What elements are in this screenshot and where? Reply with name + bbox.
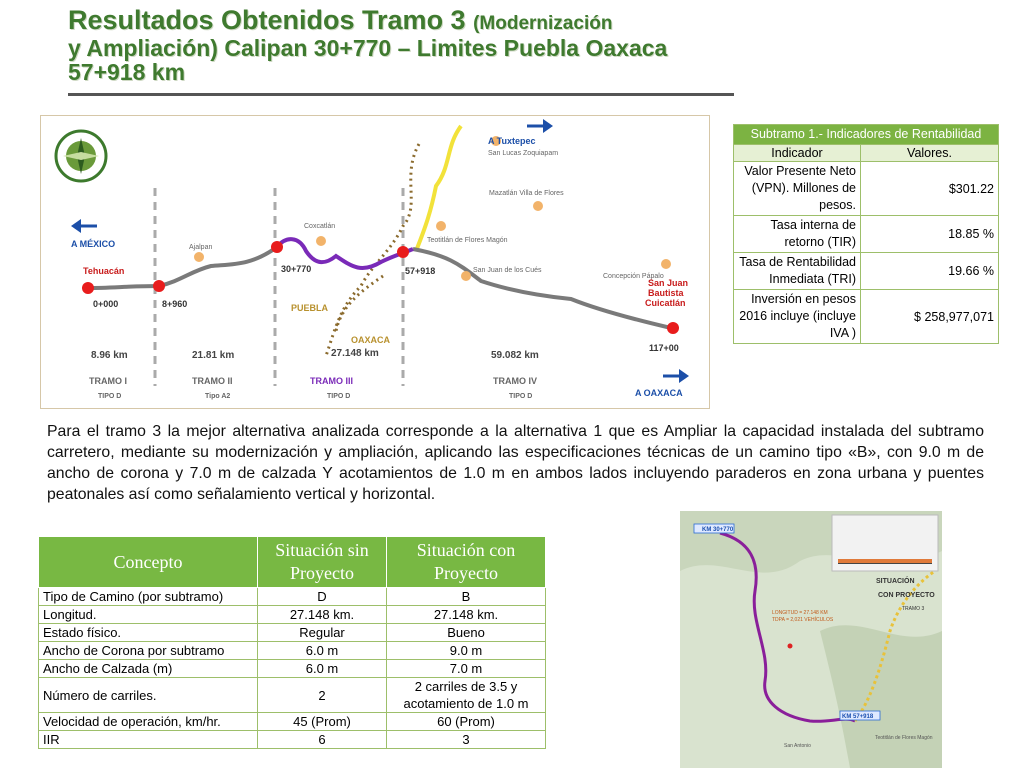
- table-row: [734, 162, 999, 216]
- indicator-label: Valor Presente Neto (VPN). Millones de pesos.: [734, 162, 861, 216]
- row-con: 9.0 m: [387, 642, 546, 660]
- indicator-label: Inversión en pesos 2016 incluye (incluye IVA ): [734, 290, 861, 344]
- tramo-1: TRAMO I: [89, 376, 127, 386]
- description-paragraph: Para el tramo 3 la mejor alternativa analizada corresponde a la alternativa 1 que es Ampliar la capacidad instalada del subtramo carretero, mediante su modernización y ampliación, aplicando las especificaciones técnicas de un camino tipo «B», con 9.0 m de ancho de corona y 7.0 m de calzada Y acotamientos de 1.0 m en ambos lados incluyendo paraderos en zona urbana y puentes peatonales así como señalamiento vertical y horizontal.: [47, 423, 984, 503]
- photo-con-proyecto: CON PROYECTO: [878, 592, 935, 599]
- photo-tdpa: TDPA = 2,021 VEHÍCULOS: [772, 617, 834, 623]
- row-label: Velocidad de operación, km/hr.: [39, 713, 258, 731]
- town-cuicatlan-3: Cuicatlán: [645, 298, 686, 308]
- row-label: Ancho de Corona por subtramo: [39, 642, 258, 660]
- col-con-proyecto: Situación con Proyecto: [387, 537, 546, 588]
- terrain-map-svg: [680, 511, 942, 768]
- town-san-juan-cues: San Juan de los Cués: [473, 267, 542, 274]
- label-to-mexico: A MÉXICO: [71, 239, 116, 249]
- state-border-2: [336, 276, 383, 331]
- length-3: 27.148 km: [331, 348, 379, 359]
- col-values: Valores.: [861, 145, 999, 162]
- row-sin: 6.0 m: [258, 660, 387, 678]
- table-row: [734, 216, 999, 253]
- table-row: [39, 642, 546, 660]
- label-to-tuxtepec: A Tuxtepec: [488, 136, 536, 146]
- table-row: [39, 678, 546, 713]
- col-indicator: Indicador: [734, 145, 861, 162]
- terrain-map-image: [680, 511, 942, 768]
- row-sin: Regular: [258, 624, 387, 642]
- title-underline: [68, 93, 734, 96]
- label-to-oaxaca: A OAXACA: [635, 388, 683, 398]
- page-title: [68, 5, 768, 85]
- row-label: Estado físico.: [39, 624, 258, 642]
- tramo-3: TRAMO III: [310, 376, 353, 386]
- tipo-1: TIPO D: [98, 393, 122, 400]
- town-cuicatlan-2: Bautista: [648, 288, 684, 298]
- row-con: 27.148 km.: [387, 606, 546, 624]
- table-row: [39, 624, 546, 642]
- table-row: [39, 731, 546, 749]
- indicators-header: Subtramo 1.- Indicadores de Rentabilidad: [734, 125, 999, 145]
- km-2: 30+770: [281, 264, 312, 274]
- title-paren: (Modernización: [473, 13, 613, 34]
- table-row: [734, 290, 999, 344]
- row-con: 7.0 m: [387, 660, 546, 678]
- table-row: [39, 660, 546, 678]
- indicator-value: 19.66 %: [861, 253, 999, 290]
- town-mazatlan: Mazatlán Villa de Flores: [489, 190, 564, 197]
- comparison-table: [38, 536, 546, 749]
- row-sin: D: [258, 588, 387, 606]
- tipo-4: TIPO D: [509, 393, 533, 400]
- town-tehuacan: Tehuacán: [83, 266, 125, 276]
- arrow-right-oaxaca-icon: [663, 369, 689, 383]
- photo-teotitlan: Teotitlán de Flores Magón: [875, 735, 933, 741]
- row-sin: 27.148 km.: [258, 606, 387, 624]
- km-markers: [82, 241, 679, 334]
- km-3: 57+918: [405, 266, 436, 276]
- photo-km-start: KM 30+770: [702, 527, 734, 533]
- km-0: 0+000: [93, 299, 119, 309]
- tipo-3: TIPO D: [327, 393, 351, 400]
- photo-km-end: KM 57+918: [842, 714, 874, 720]
- row-label: Longitud.: [39, 606, 258, 624]
- compass-icon: [56, 131, 106, 181]
- indicator-value: 18.85 %: [861, 216, 999, 253]
- title-line2: y Ampliación) Calipan 30+770 – Limites Puebla Oaxaca: [68, 35, 668, 61]
- length-2: 21.81 km: [192, 350, 235, 361]
- town-cuicatlan-1: San Juan: [648, 278, 689, 288]
- km-1: 8+960: [162, 299, 188, 309]
- arrow-right-tuxtepec-icon: [527, 119, 553, 133]
- row-sin: 6.0 m: [258, 642, 387, 660]
- length-1: 8.96 km: [91, 350, 128, 361]
- road-tuxtepec: [416, 126, 461, 251]
- row-sin: 45 (Prom): [258, 713, 387, 731]
- table-row: [39, 588, 546, 606]
- row-label: Ancho de Calzada (m): [39, 660, 258, 678]
- photo-tramo: TRAMO 3: [902, 606, 925, 612]
- table-row: [734, 253, 999, 290]
- tipo-2: Tipo A2: [205, 393, 231, 400]
- indicators-table: [733, 124, 999, 344]
- town-concepcion: Concepción Pápalo: [603, 273, 664, 280]
- table-row: [39, 713, 546, 731]
- route-map-svg: [41, 116, 709, 408]
- indicator-label: Tasa interna de retorno (TIR): [734, 216, 861, 253]
- row-label: Tipo de Camino (por subtramo): [39, 588, 258, 606]
- photo-longitud: LONGITUD = 27.148 KM: [772, 610, 828, 616]
- photo-situacion: SITUACIÓN: [876, 578, 915, 585]
- tramo-4: TRAMO IV: [493, 376, 537, 386]
- col-concepto: Concepto: [39, 537, 258, 588]
- length-4: 59.082 km: [491, 350, 539, 361]
- row-con: Bueno: [387, 624, 546, 642]
- title-main: Resultados Obtenidos Tramo 3: [68, 5, 466, 35]
- km-4: 117+00: [649, 343, 679, 353]
- row-con: 60 (Prom): [387, 713, 546, 731]
- indicator-value: $ 258,977,071: [861, 290, 999, 344]
- row-sin: 6: [258, 731, 387, 749]
- title-line3: 57+918 km: [68, 59, 186, 85]
- row-con: 2 carriles de 3.5 y acotamiento de 1.0 m: [387, 678, 546, 713]
- row-label: Número de carriles.: [39, 678, 258, 713]
- arrow-left-icon: [71, 219, 97, 233]
- row-label: IIR: [39, 731, 258, 749]
- row-con: 3: [387, 731, 546, 749]
- state-oaxaca: OAXACA: [351, 335, 391, 345]
- indicator-label: Tasa de Rentabilidad Inmediata (TRI): [734, 253, 861, 290]
- state-puebla: PUEBLA: [291, 303, 329, 313]
- tramo-2: TRAMO II: [192, 376, 233, 386]
- row-con: B: [387, 588, 546, 606]
- table-row: [39, 606, 546, 624]
- row-sin: 2: [258, 678, 387, 713]
- indicator-value: $301.22: [861, 162, 999, 216]
- road-tramo-4: [413, 249, 671, 328]
- town-san-lucas: San Lucas Zoquiapam: [488, 150, 559, 157]
- town-ajalpan: Ajalpan: [189, 244, 213, 251]
- route-map: [40, 115, 710, 409]
- town-teotitlan: Teotitlán de Flores Magón: [427, 237, 508, 244]
- col-sin-proyecto: Situación sin Proyecto: [258, 537, 387, 588]
- photo-san-antonio: San Antonio: [784, 743, 811, 749]
- town-coxcatlan: Coxcatlán: [304, 223, 336, 230]
